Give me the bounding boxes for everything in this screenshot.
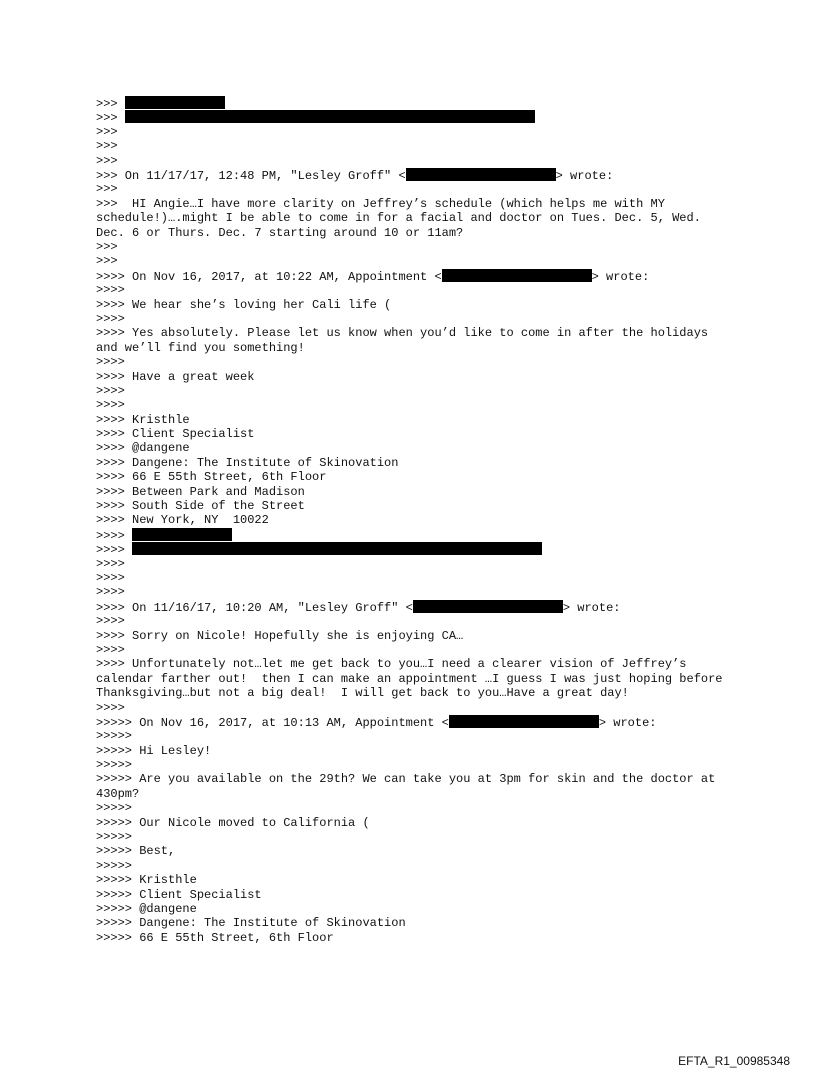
line-suffix-text: > wrote: bbox=[598, 715, 657, 730]
email-line bbox=[96, 312, 736, 326]
line-text: >>>> Kristhle bbox=[96, 412, 190, 427]
line-text: >>>> Dangene: The Institute of Skinovation bbox=[96, 455, 399, 470]
line-text: >>>> bbox=[96, 556, 125, 571]
line-text: >>>> Yes absolutely. Please let us know when you’d like to come in after the holidays and we’ll find you something! bbox=[96, 326, 716, 355]
line-text: >>> bbox=[96, 254, 118, 269]
line-suffix-text: > wrote: bbox=[562, 600, 621, 615]
email-line bbox=[96, 701, 736, 715]
line-text: >>>> Unfortunately not…let me get back to you…I need a clearer vision of Jeffrey’s calendar farther out! then I can make an appointment …I guess I was just hoping before Thanksgiving…but not a big deal! I will get back to you…Have a great day! bbox=[96, 657, 730, 701]
line-text: >>>> Client Specialist bbox=[96, 427, 255, 442]
line-text: >>>> bbox=[96, 700, 125, 715]
email-line bbox=[96, 197, 736, 240]
line-text: >>>> Sorry on Nicole! Hopefully she is enjoying CA… bbox=[96, 628, 464, 643]
email-line bbox=[96, 441, 736, 455]
line-text: >>>>> Hi Lesley! bbox=[96, 743, 212, 758]
line-text: >>>> bbox=[96, 642, 125, 657]
email-line bbox=[96, 355, 736, 369]
line-text: >>> bbox=[96, 124, 118, 139]
email-line bbox=[96, 873, 736, 887]
email-line bbox=[96, 931, 736, 945]
email-line bbox=[96, 254, 736, 268]
line-text: >>>> On 11/16/17, 10:20 AM, "Lesley Groff" < bbox=[96, 600, 413, 615]
line-suffix-text: > wrote: bbox=[555, 168, 614, 183]
line-text: >>>> bbox=[96, 585, 125, 600]
redaction-bar bbox=[442, 269, 592, 282]
line-text: >>>>> Best, bbox=[96, 844, 176, 859]
email-line bbox=[96, 614, 736, 628]
redaction-bar bbox=[406, 168, 556, 181]
email-line bbox=[96, 139, 736, 153]
redaction-bar bbox=[449, 715, 599, 728]
line-text: >>>>> bbox=[96, 858, 133, 873]
email-line bbox=[96, 456, 736, 470]
line-text: >>> On 11/17/17, 12:48 PM, "Lesley Groff" < bbox=[96, 168, 406, 183]
line-text: >>>> bbox=[96, 383, 125, 398]
email-line bbox=[96, 816, 736, 830]
email-line bbox=[96, 283, 736, 297]
email-line bbox=[96, 384, 736, 398]
line-text: >>>> @dangene bbox=[96, 441, 190, 456]
line-text: >>>>> bbox=[96, 830, 133, 845]
email-line bbox=[96, 844, 736, 858]
line-text: >>>> bbox=[96, 311, 125, 326]
email-line bbox=[96, 542, 736, 556]
email-line bbox=[96, 470, 736, 484]
email-line bbox=[96, 629, 736, 643]
email-line bbox=[96, 96, 736, 110]
email-line bbox=[96, 744, 736, 758]
line-text: >>> bbox=[96, 111, 125, 126]
line-text: >>> bbox=[96, 97, 125, 111]
line-text: >>>>> Client Specialist bbox=[96, 887, 262, 902]
line-text: >>>>> bbox=[96, 801, 133, 816]
line-text: >>>>> On Nov 16, 2017, at 10:13 AM, Appointment < bbox=[96, 715, 449, 730]
email-line bbox=[96, 513, 736, 527]
line-text: >>>> New York, NY 10022 bbox=[96, 513, 269, 528]
email-line bbox=[96, 571, 736, 585]
email-line bbox=[96, 398, 736, 412]
line-text: >>> bbox=[96, 153, 118, 168]
redaction-bar bbox=[125, 96, 225, 109]
email-line bbox=[96, 715, 736, 729]
email-line bbox=[96, 916, 736, 930]
line-text: >>>>> bbox=[96, 758, 133, 773]
email-line bbox=[96, 657, 736, 700]
line-text: >>>> South Side of the Street bbox=[96, 499, 305, 514]
line-text: >>>>> bbox=[96, 729, 133, 744]
email-line bbox=[96, 859, 736, 873]
line-text: >>>>> @dangene bbox=[96, 902, 197, 917]
email-line bbox=[96, 643, 736, 657]
email-line bbox=[96, 729, 736, 743]
line-text: >>>>> Kristhle bbox=[96, 873, 197, 888]
line-text: >>>>> Our Nicole moved to California ( bbox=[96, 815, 370, 830]
email-line bbox=[96, 110, 736, 124]
line-text: >>>> bbox=[96, 614, 125, 629]
email-thread-body bbox=[96, 96, 736, 945]
line-text: >>> bbox=[96, 182, 118, 197]
redaction-bar bbox=[132, 528, 232, 541]
email-line bbox=[96, 758, 736, 772]
line-text: >>>> bbox=[96, 528, 133, 543]
line-text: >>>> bbox=[96, 355, 125, 370]
line-text: >>> bbox=[96, 139, 118, 154]
email-line bbox=[96, 326, 736, 355]
line-text: >>> HI Angie…I have more clarity on Jeffrey’s schedule (which helps me with MY schedule!)….might I be able to come in for a facial and doctor on Tues. Dec. 5, Wed. Dec. 6 or Thurs. Dec. 7 starting around 10 or 11am? bbox=[96, 196, 709, 240]
email-line bbox=[96, 168, 736, 182]
email-line bbox=[96, 298, 736, 312]
email-line bbox=[96, 499, 736, 513]
email-line bbox=[96, 830, 736, 844]
email-line bbox=[96, 413, 736, 427]
redaction-bar bbox=[413, 600, 563, 613]
line-text: >>>>> Are you available on the 29th? We can take you at 3pm for skin and the doctor at 430pm? bbox=[96, 772, 723, 801]
redaction-bar bbox=[132, 542, 542, 555]
email-line bbox=[96, 125, 736, 139]
line-text: >>>> On Nov 16, 2017, at 10:22 AM, Appointment < bbox=[96, 269, 442, 284]
line-text: >>> bbox=[96, 239, 118, 254]
email-line bbox=[96, 240, 736, 254]
email-line bbox=[96, 772, 736, 801]
line-text: >>>> bbox=[96, 398, 125, 413]
email-line bbox=[96, 888, 736, 902]
email-line bbox=[96, 528, 736, 542]
email-line bbox=[96, 600, 736, 614]
email-line bbox=[96, 485, 736, 499]
line-text: >>>> bbox=[96, 543, 133, 558]
line-text: >>>> We hear she’s loving her Cali life ( bbox=[96, 297, 392, 312]
line-text: >>>>> Dangene: The Institute of Skinovation bbox=[96, 916, 406, 931]
line-text: >>>> Between Park and Madison bbox=[96, 484, 305, 499]
line-text: >>>>> 66 E 55th Street, 6th Floor bbox=[96, 930, 334, 945]
line-text: >>>> bbox=[96, 283, 125, 298]
redaction-bar bbox=[125, 110, 535, 123]
email-line bbox=[96, 269, 736, 283]
email-line bbox=[96, 902, 736, 916]
line-text: >>>> bbox=[96, 570, 125, 585]
email-line bbox=[96, 154, 736, 168]
document-id-footer: EFTA_R1_00985348 bbox=[678, 1054, 790, 1068]
line-suffix-text: > wrote: bbox=[591, 269, 650, 284]
line-text: >>>> 66 E 55th Street, 6th Floor bbox=[96, 470, 327, 485]
email-line bbox=[96, 427, 736, 441]
email-line bbox=[96, 557, 736, 571]
email-line bbox=[96, 182, 736, 196]
email-line bbox=[96, 585, 736, 599]
line-text: >>>> Have a great week bbox=[96, 369, 255, 384]
email-line bbox=[96, 370, 736, 384]
email-line bbox=[96, 801, 736, 815]
